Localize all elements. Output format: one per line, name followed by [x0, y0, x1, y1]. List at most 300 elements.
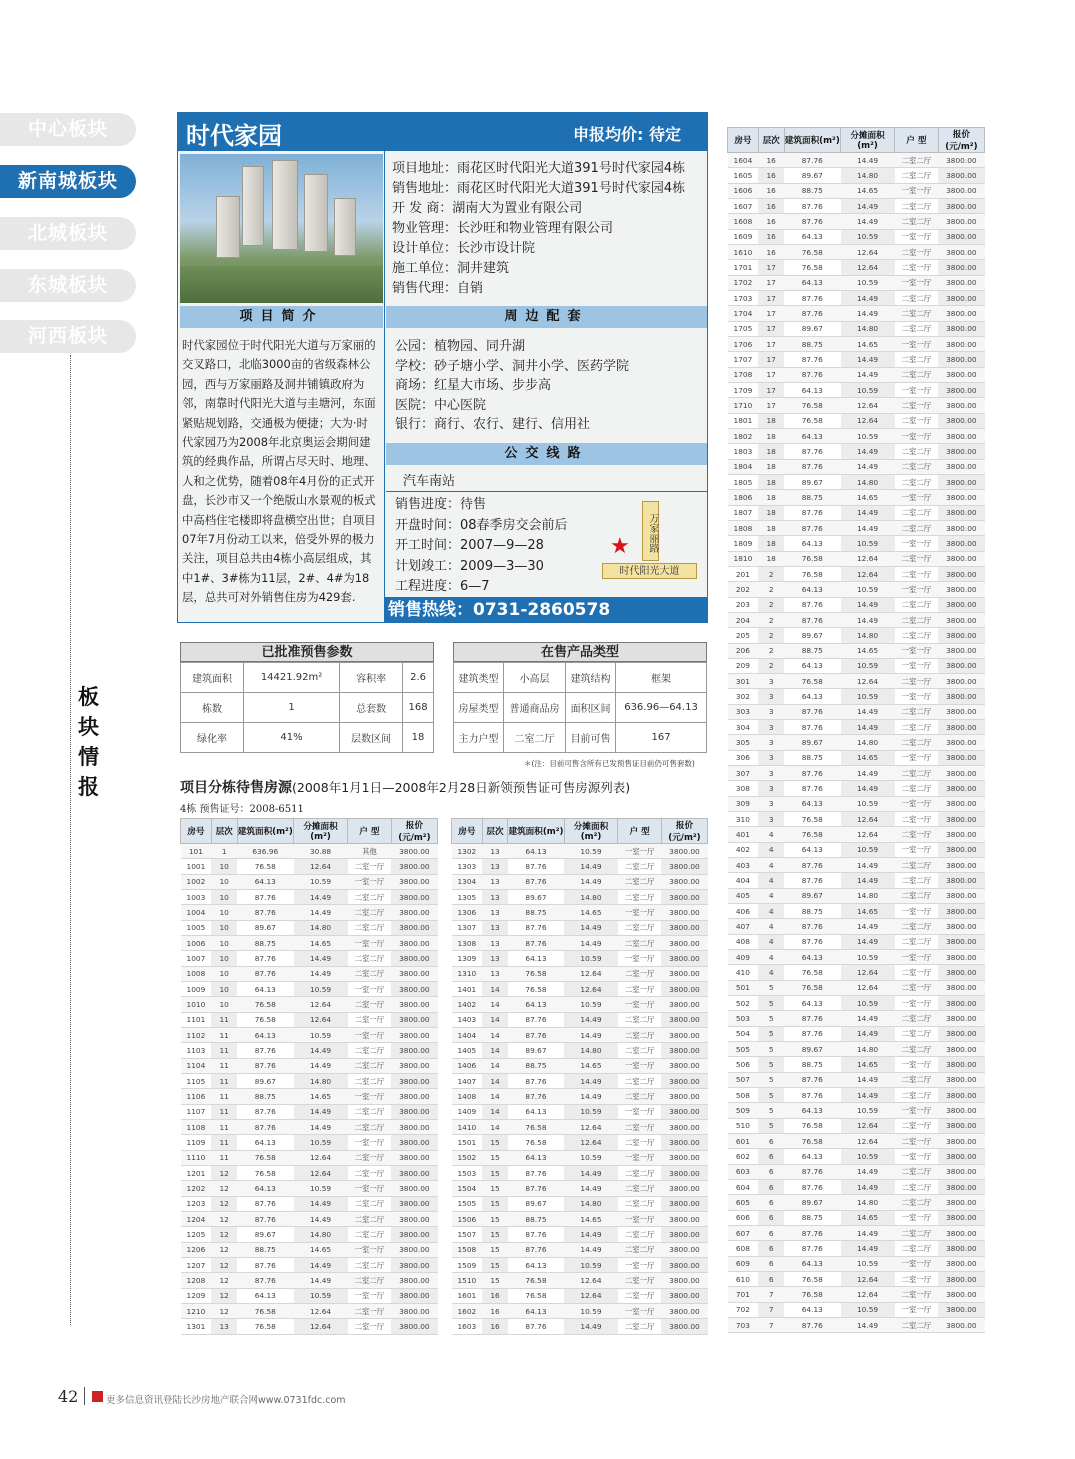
table-cell: 15 — [482, 1211, 508, 1226]
table-cell: 二室一厅 — [348, 1150, 392, 1165]
table-cell: 3800.00 — [938, 474, 984, 489]
table-cell: 87.76 — [784, 505, 841, 520]
table-row — [452, 1196, 708, 1211]
table-cell: 1101 — [181, 1012, 212, 1027]
table-cell: 17 — [758, 260, 784, 275]
table-cell: 6 — [758, 1195, 784, 1210]
table-cell: 7 — [758, 1287, 784, 1302]
table-cell: 18 — [758, 536, 784, 551]
table-cell: 4 — [758, 904, 784, 919]
table-cell: 1506 — [452, 1211, 483, 1226]
table-cell: 14.65 — [841, 643, 895, 658]
table-cell: 64.13 — [508, 951, 564, 966]
table-cell: 3800.00 — [661, 997, 707, 1012]
table-cell: 501 — [728, 980, 759, 995]
table-cell: 3800.00 — [391, 1242, 437, 1257]
table-cell: 一室一厅 — [618, 1257, 662, 1272]
table-cell: 14.49 — [294, 1257, 348, 1272]
table-cell: 12 — [211, 1227, 237, 1242]
table-cell: 64.13 — [784, 536, 841, 551]
table-cell: 14.49 — [841, 919, 895, 934]
presale-table: 建筑面积 14421.92m² 容积率 2.6 栋数 1 总套数 168 绿化率 41% 层数区间 18 — [180, 662, 434, 753]
table-cell: 一室一厅 — [895, 428, 939, 443]
table-cell: 87.76 — [784, 720, 841, 735]
table-row — [452, 951, 708, 966]
table-cell: 二室二厅 — [618, 874, 662, 889]
table-cell: 76.58 — [508, 981, 564, 996]
table-cell: 3800.00 — [661, 859, 707, 874]
table-cell: 12.64 — [294, 1012, 348, 1027]
table-cell: 3800.00 — [661, 966, 707, 981]
table-cell: 1507 — [452, 1227, 483, 1242]
column-header: 层次 — [758, 128, 784, 153]
table-cell: 二室一厅 — [895, 827, 939, 842]
table-cell: 10.59 — [564, 1150, 618, 1165]
table-cell: 14.80 — [841, 1042, 895, 1057]
table-cell: 10.59 — [564, 844, 618, 859]
column-header: 报价(元/m²) — [391, 819, 437, 844]
table-cell: 14.49 — [294, 1196, 348, 1211]
around-item: 公园：植物园、同升湖 — [395, 339, 526, 354]
table-cell: 3800.00 — [938, 704, 984, 719]
table-row — [728, 168, 985, 183]
table-cell: 14.49 — [841, 198, 895, 213]
table-cell: 12.64 — [841, 398, 895, 413]
table-cell: 一室一厅 — [618, 844, 662, 859]
table-cell: 1807 — [728, 505, 759, 520]
table-cell: 二室二厅 — [895, 1241, 939, 1256]
table-cell: 89.67 — [784, 1195, 841, 1210]
table-cell: 一室一厅 — [348, 981, 392, 996]
table-cell: 2 — [758, 582, 784, 597]
table-cell: 606 — [728, 1210, 759, 1225]
table-row — [728, 1042, 985, 1057]
table-cell: 1702 — [728, 275, 759, 290]
column-header: 层次 — [482, 819, 508, 844]
table-cell: 3800.00 — [661, 1242, 707, 1257]
table-cell: 3800.00 — [938, 950, 984, 965]
table-cell: 15 — [482, 1196, 508, 1211]
table-cell: 3800.00 — [938, 290, 984, 305]
table-cell: 64.13 — [784, 658, 841, 673]
table-cell: 14 — [482, 1027, 508, 1042]
table-cell: 87.76 — [784, 781, 841, 796]
table-cell: 1410 — [452, 1119, 483, 1134]
table-cell: 76.58 — [237, 859, 294, 874]
table-row — [452, 1073, 708, 1088]
table-cell: 10 — [211, 935, 237, 950]
table-cell: 二室二厅 — [618, 1165, 662, 1180]
table-row — [728, 1088, 985, 1103]
table-cell: 二室二厅 — [618, 1073, 662, 1088]
presale-title: 已批准预售参数 — [180, 642, 434, 662]
table-cell: 18 — [758, 474, 784, 489]
table-cell: 4 — [758, 965, 784, 980]
table-cell: 14.65 — [564, 1058, 618, 1073]
table-cell: 17 — [758, 352, 784, 367]
table-cell: 3800.00 — [661, 1227, 707, 1242]
table-row — [728, 382, 985, 397]
table-cell: 4 — [758, 934, 784, 949]
table-cell: 一室一厅 — [895, 658, 939, 673]
table-cell: 87.76 — [784, 1225, 841, 1240]
table-cell: 3800.00 — [938, 888, 984, 903]
sidebar-tab-3[interactable]: 北城板块 — [0, 217, 136, 250]
table-cell: 205 — [728, 628, 759, 643]
table-cell: 12.64 — [841, 260, 895, 275]
sidebar-tab-2[interactable]: 新南城板块 — [0, 165, 136, 198]
location-map — [602, 501, 697, 583]
table-cell: 13 — [211, 1319, 237, 1334]
project-name: 时代家园 — [186, 122, 282, 150]
table-row — [728, 275, 985, 290]
table-row — [728, 214, 985, 229]
table-cell: 410 — [728, 965, 759, 980]
page-number: 42 — [58, 1387, 79, 1406]
table-cell: 3800.00 — [391, 1150, 437, 1165]
table-cell: 504 — [728, 1026, 759, 1041]
table-row — [728, 582, 985, 597]
table-cell: 二室二厅 — [895, 934, 939, 949]
table-cell: 13 — [482, 844, 508, 859]
table-row — [728, 612, 985, 627]
table-cell: 209 — [728, 658, 759, 673]
table-row — [452, 1135, 708, 1150]
table-cell: 3800.00 — [938, 352, 984, 367]
table-cell: 1202 — [181, 1181, 212, 1196]
table-cell: 3800.00 — [391, 1135, 437, 1150]
table-cell: 87.76 — [784, 352, 841, 367]
table-cell: 11 — [211, 1043, 237, 1058]
table-cell: 14.49 — [841, 873, 895, 888]
table-cell: 87.76 — [784, 198, 841, 213]
table-cell: 2 — [758, 658, 784, 673]
table-cell: 403 — [728, 858, 759, 873]
table-cell: 407 — [728, 919, 759, 934]
table-row — [728, 153, 985, 168]
table-cell: 二室一厅 — [895, 1118, 939, 1133]
table-cell: 3800.00 — [938, 689, 984, 704]
table-cell: 3800.00 — [391, 997, 437, 1012]
table-cell: 87.76 — [784, 873, 841, 888]
table-cell: 3800.00 — [938, 229, 984, 244]
table-cell: 1001 — [181, 859, 212, 874]
table-row — [728, 1179, 985, 1194]
table-row — [728, 643, 985, 658]
table-cell: 一室一厅 — [895, 336, 939, 351]
table-cell: 二室二厅 — [348, 1073, 392, 1088]
table-cell: 14.49 — [294, 1104, 348, 1119]
table-header — [452, 819, 708, 844]
table-cell: 1406 — [452, 1058, 483, 1073]
table-cell: 二室一厅 — [895, 1287, 939, 1302]
project-info — [392, 159, 685, 299]
table-cell: 一室一厅 — [895, 796, 939, 811]
table-cell: 一室一厅 — [618, 1211, 662, 1226]
table-cell: 89.67 — [784, 321, 841, 336]
table-cell: 10.59 — [841, 658, 895, 673]
table-cell: 3800.00 — [938, 168, 984, 183]
table-cell: 87.76 — [508, 935, 564, 950]
table-cell: 14 — [482, 981, 508, 996]
table-cell: 1205 — [181, 1227, 212, 1242]
table-cell: 1302 — [452, 844, 483, 859]
table-cell: 1605 — [728, 168, 759, 183]
table-row — [181, 966, 438, 981]
table-cell: 3800.00 — [391, 1181, 437, 1196]
table-cell: 64.13 — [508, 844, 564, 859]
table-cell: 10.59 — [294, 1288, 348, 1303]
table-cell: 76.58 — [784, 1287, 841, 1302]
table-row — [452, 1242, 708, 1257]
table-cell: 3800.00 — [391, 966, 437, 981]
table-cell: 1007 — [181, 951, 212, 966]
table-cell: 76.58 — [237, 997, 294, 1012]
table-row — [728, 1103, 985, 1118]
table-cell: 76.58 — [784, 965, 841, 980]
table-row — [728, 628, 985, 643]
table-cell: 89.67 — [508, 1043, 564, 1058]
table-cell: 14.49 — [841, 858, 895, 873]
table-cell: 3800.00 — [661, 1288, 707, 1303]
table-cell: 1304 — [452, 874, 483, 889]
table-cell: 1310 — [452, 966, 483, 981]
table-cell: 二室二厅 — [348, 1211, 392, 1226]
table-cell: 二室二厅 — [895, 597, 939, 612]
table-cell: 16 — [758, 214, 784, 229]
table-cell: 3800.00 — [938, 965, 984, 980]
logo-icon — [92, 1391, 103, 1402]
list-title: 项目分栋待售房源(2008年1月1日—2008年2月28日新领预售证可售房源列表) — [180, 780, 631, 796]
sidebar-tab-1[interactable]: 中心板块 — [0, 113, 136, 146]
table-row — [728, 888, 985, 903]
table-row — [181, 905, 438, 920]
table-cell: 4 — [758, 950, 784, 965]
table-cell: 510 — [728, 1118, 759, 1133]
table-cell: 1110 — [181, 1150, 212, 1165]
table-cell: 409 — [728, 950, 759, 965]
sidebar-tab-5[interactable]: 河西板块 — [0, 320, 136, 353]
table-cell: 4 — [758, 827, 784, 842]
table-cell: 1201 — [181, 1165, 212, 1180]
table-cell: 二室二厅 — [895, 505, 939, 520]
table-cell: 二室二厅 — [618, 920, 662, 935]
table-cell: 1401 — [452, 981, 483, 996]
table-cell: 14.80 — [294, 920, 348, 935]
table-cell: 3 — [758, 812, 784, 827]
table-row — [728, 290, 985, 305]
table-cell: 3800.00 — [661, 1181, 707, 1196]
table-cell: 12 — [211, 1303, 237, 1318]
table-row — [181, 1288, 438, 1303]
table-row — [452, 1027, 708, 1042]
table-cell: 3800.00 — [661, 1135, 707, 1150]
table-cell: 17 — [758, 336, 784, 351]
table-row — [728, 306, 985, 321]
table-cell: 64.13 — [784, 796, 841, 811]
table-cell: 601 — [728, 1134, 759, 1149]
table-cell: 二室一厅 — [895, 566, 939, 581]
table-cell: 87.76 — [784, 1011, 841, 1026]
table-cell: 二室一厅 — [895, 244, 939, 259]
table-cell: 10.59 — [294, 981, 348, 996]
table-cell: 14.49 — [841, 214, 895, 229]
table-cell: 87.76 — [237, 966, 294, 981]
table-cell: 6 — [758, 1225, 784, 1240]
table-cell: 14.80 — [841, 474, 895, 489]
table-cell: 14.49 — [564, 920, 618, 935]
table-cell: 76.58 — [237, 1319, 294, 1334]
table-cell: 14.65 — [841, 336, 895, 351]
table-cell: 二室一厅 — [348, 1303, 392, 1318]
table-cell: 3800.00 — [938, 1134, 984, 1149]
table-cell: 15 — [482, 1257, 508, 1272]
table-cell: 14.80 — [841, 321, 895, 336]
table-cell: 87.76 — [784, 459, 841, 474]
table-cell: 1307 — [452, 920, 483, 935]
table-cell: 6 — [758, 1179, 784, 1194]
status-list — [395, 495, 568, 598]
table-cell: 18 — [758, 490, 784, 505]
section-title-char: 板 — [78, 684, 99, 709]
table-cell: 10.59 — [294, 1027, 348, 1042]
column-header: 分摊面积(m²) — [564, 819, 618, 844]
table-cell: 二室一厅 — [895, 812, 939, 827]
table-cell: 1701 — [728, 260, 759, 275]
table-cell: 14.49 — [564, 1319, 618, 1334]
table-cell: 14.49 — [564, 1242, 618, 1257]
table-cell: 76.58 — [784, 674, 841, 689]
table-cell: 3800.00 — [938, 459, 984, 474]
table-cell: 76.58 — [237, 1303, 294, 1318]
table-cell: 一室一厅 — [618, 1303, 662, 1318]
table-cell: 64.13 — [237, 1288, 294, 1303]
table-row — [181, 1257, 438, 1272]
table-cell: 二室一厅 — [618, 1135, 662, 1150]
table-cell: 3800.00 — [391, 1211, 437, 1226]
table-cell: 14.65 — [294, 1242, 348, 1257]
table-cell: 76.58 — [508, 1135, 564, 1150]
table-cell: 64.13 — [784, 582, 841, 597]
table-cell: 12.64 — [841, 551, 895, 566]
table-row — [452, 981, 708, 996]
table-cell: 3800.00 — [938, 336, 984, 351]
table-cell: 13 — [482, 935, 508, 950]
table-cell: 206 — [728, 643, 759, 658]
table-cell: 一室一厅 — [895, 183, 939, 198]
table-cell: 14.80 — [294, 1073, 348, 1088]
table-cell: 1308 — [452, 935, 483, 950]
table-row — [452, 1119, 708, 1134]
table-cell: 605 — [728, 1195, 759, 1210]
table-cell: 一室一厅 — [895, 275, 939, 290]
sidebar-tab-4[interactable]: 东城板块 — [0, 269, 136, 302]
table-cell: 3 — [758, 766, 784, 781]
info-designer: 设计单位：长沙市设计院 — [392, 241, 536, 256]
table-cell: 3800.00 — [391, 981, 437, 996]
table-cell: 3800.00 — [938, 1256, 984, 1271]
status-item: 开盘时间：08春季房交会前后 — [395, 517, 568, 533]
table-cell: 64.13 — [784, 842, 841, 857]
table-row — [728, 551, 985, 566]
table-cell: 3 — [758, 781, 784, 796]
table-cell: 二室二厅 — [618, 935, 662, 950]
table-cell: 12.64 — [841, 566, 895, 581]
table-cell: 一室一厅 — [348, 1027, 392, 1042]
table-cell: 二室二厅 — [895, 168, 939, 183]
table-cell: 3800.00 — [661, 920, 707, 935]
table-cell: 10 — [211, 874, 237, 889]
table-cell: 701 — [728, 1287, 759, 1302]
table-cell: 3800.00 — [661, 874, 707, 889]
table-cell: 64.13 — [508, 1150, 564, 1165]
table-cell: 15 — [482, 1181, 508, 1196]
table-cell: 3800.00 — [938, 198, 984, 213]
table-row — [728, 1134, 985, 1149]
info-sales-address: 销售地址：雨花区时代阳光大道391号时代家园4栋 — [392, 181, 686, 196]
section-title — [78, 682, 102, 802]
table-cell: 3800.00 — [938, 321, 984, 336]
table-cell: 二室二厅 — [618, 1043, 662, 1058]
table-row — [728, 1241, 985, 1256]
info-agent: 销售代理：自销 — [392, 281, 484, 296]
table-cell: 一室一厅 — [348, 935, 392, 950]
table-cell: 一室一厅 — [348, 1181, 392, 1196]
table-row — [728, 1210, 985, 1225]
table-cell: 402 — [728, 842, 759, 857]
table-row — [181, 844, 438, 859]
star-icon: ★ — [610, 534, 630, 559]
table-cell: 3800.00 — [661, 1043, 707, 1058]
table-cell: 3800.00 — [661, 1073, 707, 1088]
table-cell: 一室一厅 — [895, 1256, 939, 1271]
table-cell: 14.49 — [841, 597, 895, 612]
table-cell: 1010 — [181, 997, 212, 1012]
table-cell: 11 — [211, 1104, 237, 1119]
table-cell: 14.49 — [294, 1211, 348, 1226]
table-row — [728, 352, 985, 367]
table-cell: 14 — [482, 1089, 508, 1104]
table-cell: 一室一厅 — [895, 750, 939, 765]
table-cell: 14.49 — [564, 1073, 618, 1088]
table-cell: 14.80 — [564, 1043, 618, 1058]
table-cell: 3800.00 — [661, 1273, 707, 1288]
table-cell: 201 — [728, 566, 759, 581]
table-cell: 3800.00 — [391, 951, 437, 966]
table-cell: 1501 — [452, 1135, 483, 1150]
table-cell: 11 — [211, 1135, 237, 1150]
table-row — [452, 1181, 708, 1196]
project-photo — [180, 154, 383, 303]
table-cell: 1407 — [452, 1073, 483, 1088]
table-cell: 89.67 — [237, 920, 294, 935]
column-header: 建筑面积(m²) — [784, 128, 841, 153]
table-cell: 2 — [758, 612, 784, 627]
table-cell: 3800.00 — [938, 244, 984, 259]
table-cell: 10.59 — [564, 951, 618, 966]
table-cell: 87.76 — [784, 1072, 841, 1087]
table-cell: 1408 — [452, 1089, 483, 1104]
table-row — [181, 1227, 438, 1242]
table-cell: 14 — [482, 1073, 508, 1088]
table-cell: 202 — [728, 582, 759, 597]
table-row — [452, 1043, 708, 1058]
table-cell: 12.64 — [841, 980, 895, 995]
table-cell: 16 — [758, 153, 784, 168]
table-cell: 3800.00 — [938, 306, 984, 321]
table-cell: 14.49 — [841, 153, 895, 168]
table-cell: 405 — [728, 888, 759, 903]
